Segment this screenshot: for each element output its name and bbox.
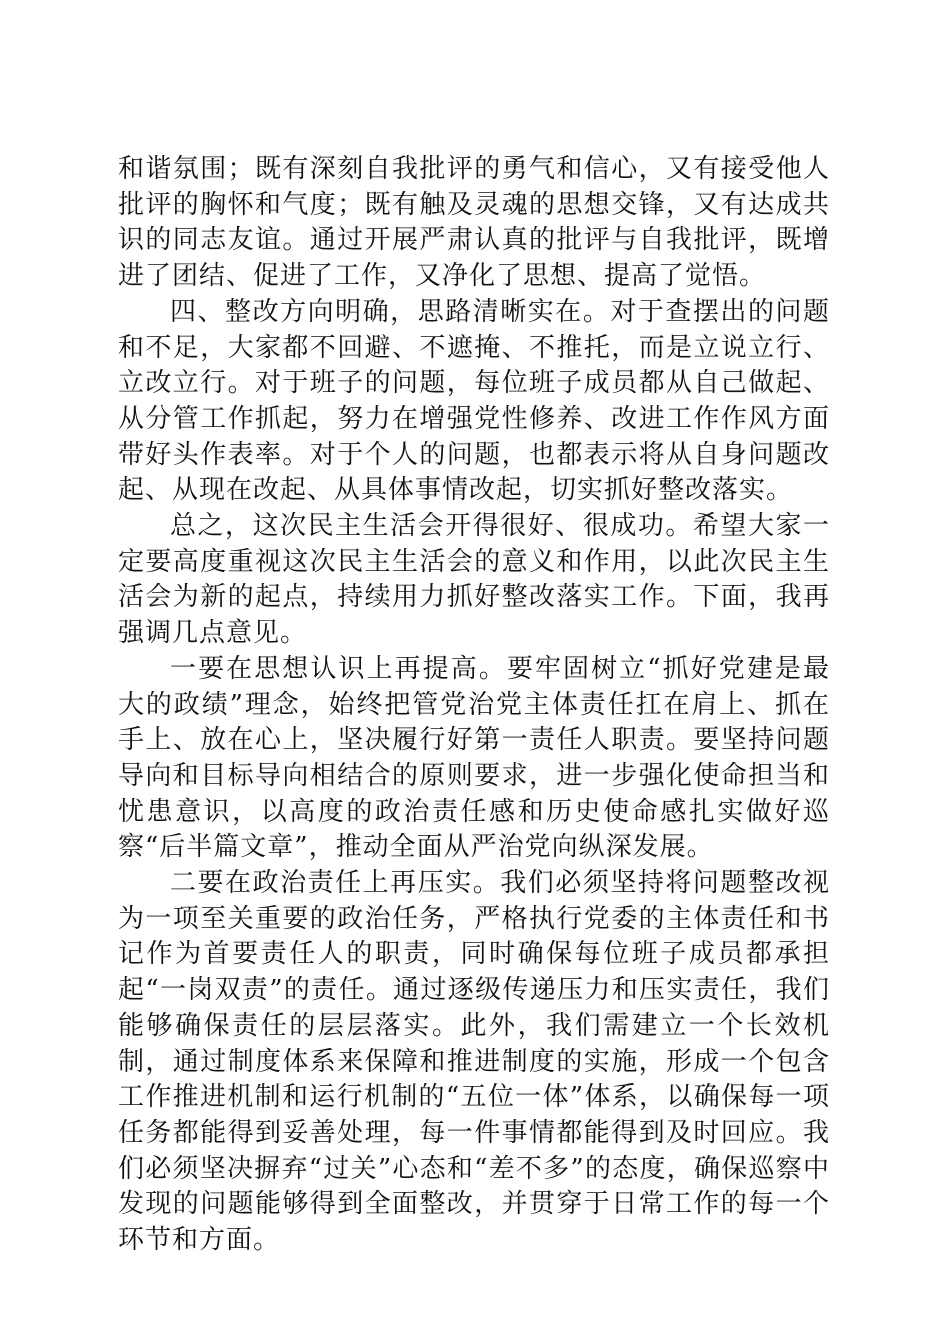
paragraph-political-responsibility: 二要在政治责任上再压实。我们必须坚持将问题整改视为一项至关重要的政治任务，严格执行党委的主体责任和书记作为首要责任人的职责，同时确保每位班子成员都承担起“一岗双责”的责任。通过逐级传递压力和压实责任，我们能够确保责任的层层落实。此外，我们需建立一个长效机制，通过制度体系来保障和推进制度的实施，形成一个包含工作推进机制和运行机制的“五位一体”体系，以确保每一项任务都能得到妥善处理，每一件事情都能得到及时回应。我们必须坚决摒弃“过关”心态和“差不多”的态度，确保巡察中发现的问题能够得到全面整改，并贯穿于日常工作的每一个环节和方面。	[118, 868, 830, 1256]
paragraph-rectification-direction: 四、整改方向明确，思路清晰实在。对于查摆出的问题和不足，大家都不回避、不遮掩、不推托，而是立说立行、立改立行。对于班子的问题，每位班子成员都从自己做起、从分管工作抓起，努力在增强党性修养、改进工作作风方面带好头作表率。对于个人的问题，也都表示将从自身问题改起、从现在改起、从具体事情改起，切实抓好整改落实。	[118, 296, 830, 506]
paragraph-continuation: 和谐氛围；既有深刻自我批评的勇气和信心，又有接受他人批评的胸怀和气度；既有触及灵魂的思想交锋，又有达成共识的同志友谊。通过开展严肃认真的批评与自我批评，既增进了团结、促进了工作，又净化了思想、提高了觉悟。	[118, 154, 830, 292]
paragraph-ideological-awareness: 一要在思想认识上再提高。要牢固树立“抓好党建是最大的政绩”理念，始终把管党治党主体责任扛在肩上、抓在手上、放在心上，坚决履行好第一责任人职责。要坚持问题导向和目标导向相结合的原则要求，进一步强化使命担当和忧患意识，以高度的政治责任感和历史使命感扎实做好巡察“后半篇文章”，推动全面从严治党向纵深发展。	[118, 653, 830, 863]
paragraph-summary: 总之，这次民主生活会开得很好、很成功。希望大家一定要高度重视这次民主生活会的意义和作用，以此次民主生活会为新的起点，持续用力抓好整改落实工作。下面，我再强调几点意见。	[118, 511, 830, 649]
document-body	[118, 152, 830, 1259]
